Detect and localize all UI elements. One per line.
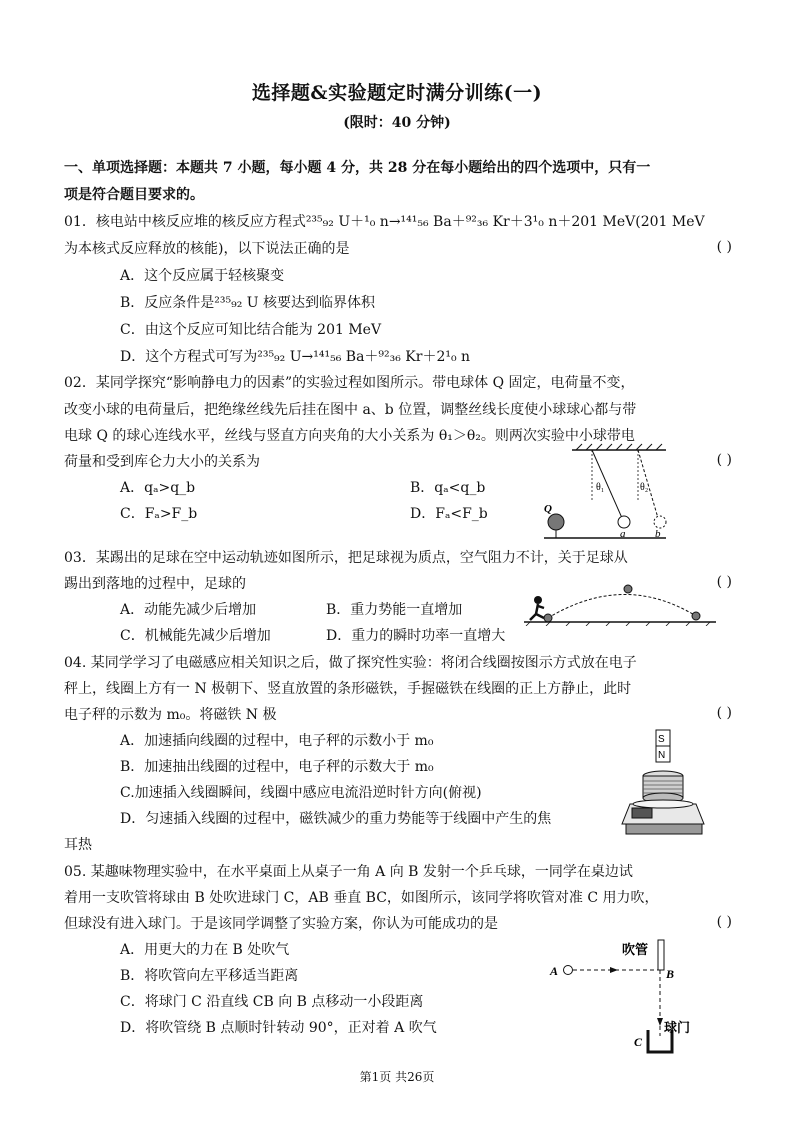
q2-stem-line4: 荷量和受到库仑力大小的关系为: [64, 454, 260, 470]
page-title: 选择题&实验题定时满分训练(一): [251, 82, 543, 104]
q2-label-b: b: [655, 528, 661, 540]
q3-option-d: D．重力的瞬时功率一直增大: [326, 628, 506, 644]
q5-table-figure: [548, 934, 698, 1064]
page-footer: 第1页 共26页: [359, 1070, 435, 1084]
q2-stem-line1: 02．某同学探究“影响静电力的因素”的实验过程如图所示。带电球体 Q 固定，电荷量不变，: [64, 375, 635, 391]
q3-stem-line2: 踢出到落地的过程中，足球的: [64, 576, 246, 592]
q2-label-theta2: θ₂: [640, 482, 649, 493]
q1-option-c: C．由这个反应可知比结合能为 201 MeV: [120, 322, 382, 338]
q4-option-a: A．加速插向线圈的过程中，电子秤的示数小于 m₀: [120, 733, 434, 749]
q5-label-goal: 球门: [664, 1020, 691, 1035]
q2-electrostatic-figure: [540, 442, 690, 542]
q2-stem-line3: 电球 Q 的球心连线水平，丝线与竖直方向夹角的大小关系为 θ₁＞θ₂。则两次实验中小球带电: [64, 428, 635, 444]
section-heading-line1: 一、单项选择题：本题共 7 小题，每小题 4 分，共 28 分在每小题给出的四个选项中，只有一: [64, 160, 651, 176]
q4-option-c: C.加速插入线圈瞬间，线圈中感应电流沿逆时针方向(俯视): [120, 785, 482, 801]
q5-option-b: B．将吹管向左平移适当距离: [120, 968, 299, 984]
q3-option-a: A．动能先减少后增加: [120, 602, 257, 618]
q4-option-d: D．匀速插入线圈的过程中，磁铁减少的重力势能等于线圈中产生的焦: [120, 811, 552, 827]
q2-answer-paren: ( ): [716, 452, 732, 468]
q1-option-b: B．反应条件是²³⁵₉₂ U 核要达到临界体积: [120, 295, 376, 311]
q4-stem-line3: 电子秤的示数为 m₀。将磁铁 N 极: [64, 707, 277, 723]
section-heading-line2: 项是符合题目要求的。: [64, 187, 204, 203]
q5-stem-line2: 着用一支吹管将球由 B 处吹进球门 C，AB 垂直 BC，如图所示，该同学将吹管对准 C 用力吹，: [64, 890, 659, 906]
q1-answer-paren: ( ): [716, 239, 732, 255]
q5-stem-line1: 05. 某趣味物理实验中，在水平桌面上从桌子一角 A 向 B 发射一个乒乓球，一同学在桌边试: [64, 864, 633, 880]
q2-label-a: a: [620, 528, 626, 540]
q3-stem-line1: 03．某踢出的足球在空中运动轨迹如图所示，把足球视为质点，空气阻力不计，关于足球从: [64, 550, 628, 566]
q1-option-d: D．这个方程式可写为²³⁵₉₂ U→¹⁴¹₅₆ Ba＋⁹²₃₆ Kr＋2¹₀ n: [120, 349, 471, 365]
q2-label-theta1: θ₁: [596, 482, 605, 493]
q5-answer-paren: ( ): [716, 914, 732, 930]
q3-answer-paren: ( ): [716, 574, 732, 590]
q2-option-b: B．qₐ<q_b: [410, 480, 486, 496]
time-limit: (限时：40 分钟): [343, 115, 451, 131]
q4-stem-line2: 秤上，线圈上方有一 N 极朝下、竖直放置的条形磁铁，手握磁铁在线圈的正上方静止，此时: [64, 681, 632, 697]
q3-option-b: B．重力势能一直增加: [326, 602, 463, 618]
q2-stem-line2: 改变小球的电荷量后，把绝缘丝线先后挂在图中 a、b 位置，调整丝线长度使小球球心都与带: [64, 402, 637, 418]
q1-stem-line1: 01．核电站中核反应堆的核反应方程式²³⁵₉₂ U＋¹₀ n→¹⁴¹₅₆ Ba＋⁹²₃₆ Kr＋3¹₀ n＋201 MeV(201 MeV: [64, 214, 705, 230]
q4-scale-figure: [618, 728, 710, 838]
q4-label-n: N: [658, 750, 666, 761]
q5-option-a: A．用更大的力在 B 处吹气: [120, 942, 290, 958]
q5-option-d: D．将吹管绕 B 点顺时针转动 90°，正对着 A 吹气: [120, 1020, 437, 1036]
q1-stem-line2: 为本核式反应释放的核能)，以下说法正确的是: [64, 241, 350, 257]
q2-option-d: D．Fₐ<F_b: [410, 506, 488, 522]
q3-trajectory-figure: [520, 580, 720, 626]
q2-option-a: A．qₐ>q_b: [120, 480, 196, 496]
q2-option-c: C．Fₐ>F_b: [120, 506, 198, 522]
q1-option-a: A．这个反应属于轻核聚变: [120, 268, 285, 284]
q3-option-c: C．机械能先减少后增加: [120, 628, 271, 644]
q5-label-c: C: [634, 1035, 643, 1049]
q5-stem-line3: 但球没有进入球门。于是该同学调整了实验方案，你认为可能成功的是: [64, 916, 498, 932]
q4-option-b: B．加速抽出线圈的过程中，电子秤的示数大于 m₀: [120, 759, 434, 775]
q4-label-s: S: [658, 734, 665, 745]
q4-answer-paren: ( ): [716, 705, 732, 721]
q5-label-tube: 吹管: [622, 942, 649, 957]
q4-stem-line1: 04. 某同学学习了电磁感应相关知识之后，做了探究性实验：将闭合线圈按图示方式放在电子: [64, 655, 637, 671]
q5-label-b: B: [666, 967, 675, 981]
q5-label-a: A: [550, 964, 559, 978]
q2-label-q: Q: [544, 503, 552, 515]
q4-option-d-continued: 耳热: [64, 837, 92, 853]
q5-option-c: C．将球门 C 沿直线 CB 向 B 点移动一小段距离: [120, 994, 424, 1010]
